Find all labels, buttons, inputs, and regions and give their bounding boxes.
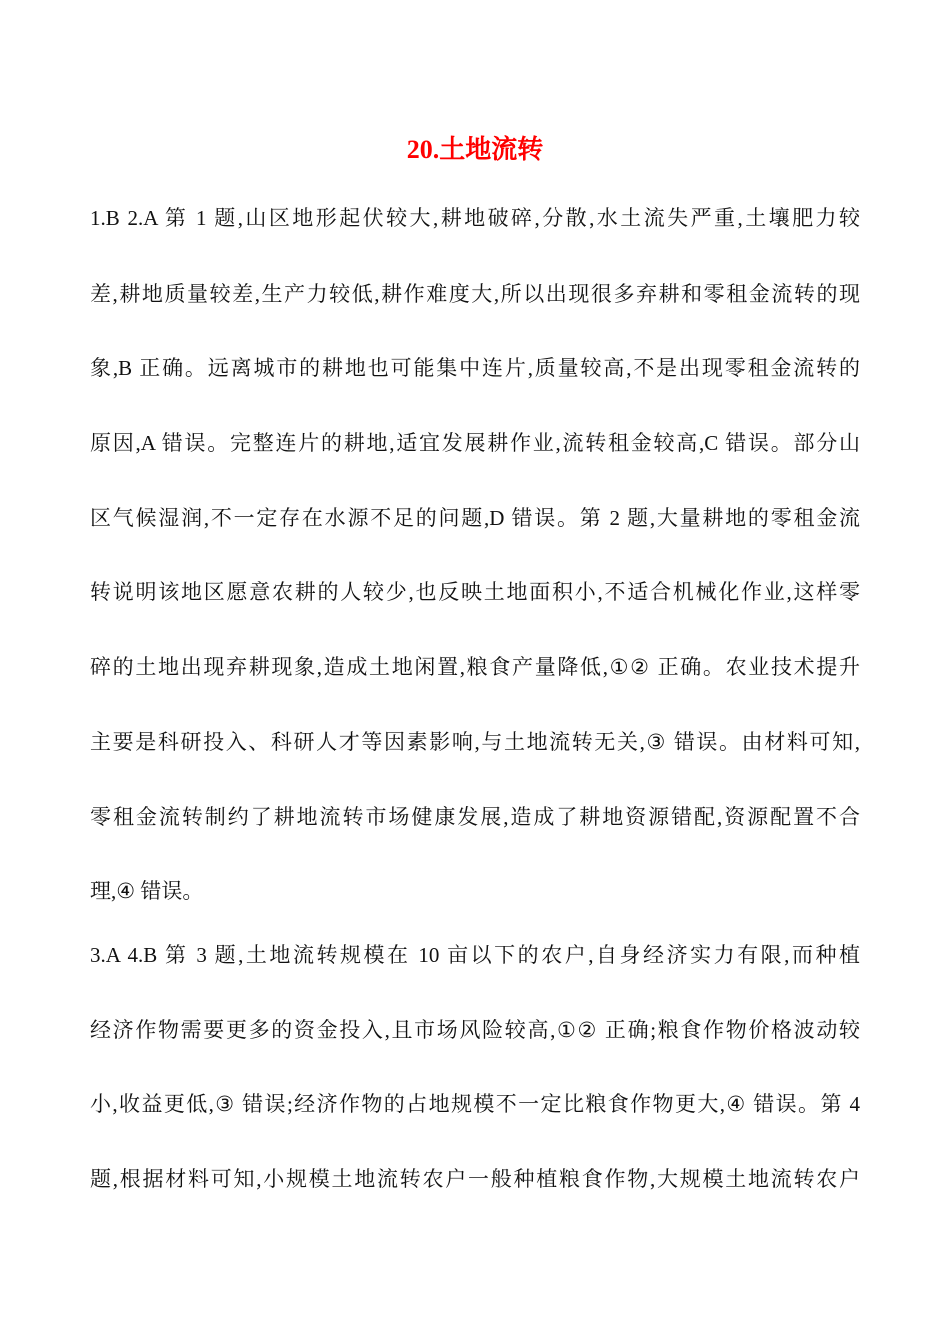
text-line: 主要是科研投入、科研人才等因素影响,与土地流转无关,③ 错误。由材料可知, xyxy=(90,730,860,754)
text-line: 小,收益更低,③ 错误;经济作物的占地规模不一定比粮食作物更大,④ 错误。第 4 xyxy=(90,1092,860,1116)
page-title: 20.土地流转 xyxy=(406,135,544,164)
text-line: 差,耕地质量较差,生产力较低,耕作难度大,所以出现很多弃耕和零租金流转的现 xyxy=(90,282,860,306)
text-line: 转说明该地区愿意农耕的人较少,也反映土地面积小,不适合机械化作业,这样零 xyxy=(90,580,860,604)
text-line: 碎的土地出现弃耕现象,造成土地闲置,粮食产量降低,①② 正确。农业技术提升 xyxy=(90,655,860,679)
text-line: 理,④ 错误。 xyxy=(90,879,204,903)
text-line: 区气候湿润,不一定存在水源不足的问题,D 错误。第 2 题,大量耕地的零租金流 xyxy=(90,506,860,530)
text-line: 原因,A 错误。完整连片的耕地,适宜发展耕作业,流转租金较高,C 错误。部分山 xyxy=(90,431,860,455)
text-line: 1.B 2.A 第 1 题,山区地形起伏较大,耕地破碎,分散,水土流失严重,土壤肥力较 xyxy=(90,206,860,230)
text-line: 象,B 正确。远离城市的耕地也可能集中连片,质量较高,不是出现零租金流转的 xyxy=(90,356,860,380)
text-line: 零租金流转制约了耕地流转市场健康发展,造成了耕地资源错配,资源配置不合 xyxy=(90,805,860,829)
text-line: 经济作物需要更多的资金投入,且市场风险较高,①② 正确;粮食作物价格波动较 xyxy=(90,1018,860,1042)
text-line: 3.A 4.B 第 3 题,土地流转规模在 10 亩以下的农户,自身经济实力有限,而种植 xyxy=(90,943,860,967)
text-line: 题,根据材料可知,小规模土地流转农户一般种植粮食作物,大规模土地流转农户 xyxy=(90,1167,860,1191)
